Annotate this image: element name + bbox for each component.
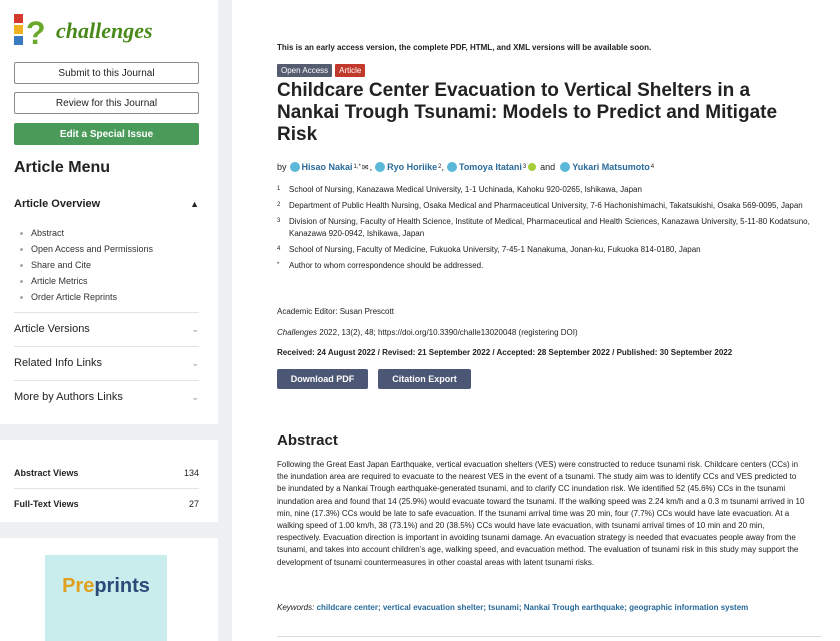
affiliation-number: 2 [277, 202, 281, 208]
divider [14, 380, 199, 381]
journal-name: challenges [56, 18, 153, 43]
article-overview-toggle[interactable] [14, 198, 199, 210]
citation-details[interactable]: 2022, 13(2), 48; https://doi.org/10.3390/challe13020048 (registering DOI) [319, 328, 578, 337]
chevron-down-icon: ⌄ [191, 323, 199, 334]
overview-item-abstract[interactable] [20, 225, 153, 241]
author-link[interactable]: Tomoya Itatani [458, 162, 522, 172]
chevron-down-icon: ⌄ [191, 357, 199, 368]
orcid-icon[interactable] [528, 163, 536, 171]
affiliation-text: Division of Nursing, Faculty of Health Science, Institute of Medical, Pharmaceutical and Health Sciences, Kanazawa University, 5-11-80 Kodatsuno, Kanazawa 920-0942, Ishikawa, Japan [289, 217, 810, 238]
bullet-icon [20, 280, 23, 283]
article-versions-label: Article Versions [14, 323, 90, 335]
fulltext-views-row [14, 499, 199, 509]
keywords-line [277, 602, 807, 614]
abstract-text: Following the Great East Japan Earthquake, vertical evacuation shelters (VES) were constructed to reduce tsunami risk. Childcare centers (CCs) in the inundation area are required to evacuate to the nearest VES in the event of a tsunami. The study aim was to identify CCs and VES predicted to be inundated by a Nankai Trough earthquake-generated tsunami, and to clarify CC inundation risk. We identified 52 (45.6%) CCs in the tsunami inundation area and found that 14 (25.9%) would evacuate toward the tsunami. If the walking speed was 2.24 km/h and a 0.3 m tsunami arrived in 10 min, nine (17.3%) CCs would be late to safe evacuation. If the tsunami arrival time was 20 min, four (7.7%) CCs would have late evacuation. At a walking speed of 1.00 km/h, 38 (73.1%) and 20 (38.5%) CCs would have late evacuation, with tsunami arrival times of 10 min and 20 min, respectively. Evacuation direction is important in avoiding tsunami damage. An evacuation strategy is needed that evacuates people away from the tsunami, and takes into account children’s age, walking speed, and evacuation method. The evaluation of tsunami risk in this study may support the development of tsunami countermeasures in other coastal areas with latent tsunami risks. [277, 460, 805, 567]
authors-line: by Hisao Nakai 1,* ✉ , Ryo Horiike 2 , Tomoya Itatani 3 and Yukari Matsumoto 4 [277, 162, 655, 172]
divider [14, 488, 199, 489]
divider [14, 312, 199, 313]
open-access-badge: Open Access [277, 64, 332, 77]
chevron-down-icon: ⌄ [191, 391, 199, 402]
divider [277, 636, 822, 637]
author-link[interactable]: Ryo Horiike [387, 162, 438, 172]
affiliation-text: Department of Public Health Nursing, Osaka Medical and Pharmaceutical University, 7-6 Hachonishimachi, Takatsukishi, Osaka 569-0095, Japan [289, 201, 803, 210]
affiliation-number: * [277, 262, 280, 268]
svg-text:?: ? [26, 15, 46, 48]
abstract-views-row [14, 468, 199, 478]
download-pdf-button[interactable]: Download PDF [277, 369, 368, 389]
bullet-icon [20, 248, 23, 251]
academic-editor: Academic Editor: Susan Prescott [277, 307, 394, 316]
affiliation-number: 3 [277, 218, 281, 224]
person-icon [447, 162, 457, 172]
abstract-views-label: Abstract Views [14, 468, 79, 478]
article-badges [277, 64, 365, 77]
sidebar [0, 0, 218, 641]
article-versions-toggle[interactable] [14, 323, 199, 335]
preprints-panel [0, 538, 218, 641]
article-menu-panel [0, 0, 218, 424]
affiliation-item [277, 260, 822, 272]
affiliation-text: School of Nursing, Kanazawa Medical University, 1-1 Uchinada, Kahoku 920-0265, Ishikawa, Japan [289, 185, 642, 194]
preprints-logo-prints: prints [94, 575, 150, 597]
abstract-heading: Abstract [277, 432, 338, 449]
more-by-authors-toggle[interactable] [14, 391, 199, 403]
bullet-icon [20, 296, 23, 299]
citation-export-button[interactable]: Citation Export [378, 369, 471, 389]
affiliation-item [277, 244, 822, 256]
person-icon [290, 162, 300, 172]
affiliation-text: Author to whom correspondence should be addressed. [289, 261, 484, 270]
mail-icon[interactable]: ✉ [361, 162, 369, 172]
submit-journal-button[interactable]: Submit to this Journal [14, 62, 199, 84]
overview-item-label: Share and Cite [31, 260, 92, 270]
overview-item-label: Article Metrics [31, 276, 88, 286]
author-affil-sup: 4 [650, 164, 655, 170]
divider [14, 346, 199, 347]
overview-item-label: Order Article Reprints [31, 292, 118, 302]
person-icon [560, 162, 570, 172]
citation-line [277, 328, 578, 337]
overview-item-open-access[interactable] [20, 241, 153, 257]
edit-special-issue-button[interactable]: Edit a Special Issue [14, 123, 199, 145]
affiliation-item [277, 200, 822, 212]
person-icon [375, 162, 385, 172]
article-dates: Received: 24 August 2022 / Revised: 21 September 2022 / Accepted: 28 September 2022 / Published: 30 September 2022 [277, 348, 733, 357]
affiliation-number: 1 [277, 186, 281, 192]
bullet-icon [20, 232, 23, 235]
more-by-authors-label: More by Authors Links [14, 391, 123, 403]
affiliation-item [277, 184, 822, 196]
overview-item-reprints[interactable] [20, 289, 153, 305]
article-type-badge: Article [335, 64, 365, 77]
affiliation-text: School of Nursing, Faculty of Medicine, Fukuoka University, 7-45-1 Nanakuma, Jonan-ku, Fukuoka 814-0180, Japan [289, 245, 701, 254]
overview-item-share-cite[interactable] [20, 257, 153, 273]
article-main [232, 0, 840, 641]
affiliation-item [277, 216, 822, 240]
journal-logo[interactable] [14, 14, 153, 48]
preprints-banner[interactable] [45, 555, 167, 641]
article-overview-label: Article Overview [14, 198, 101, 210]
author-affil-sup: 1,* [353, 164, 361, 170]
by-label: by [277, 162, 287, 172]
preprints-logo-pre: Pre [62, 575, 95, 597]
overview-list [20, 225, 153, 305]
keywords-label: Keywords: [277, 603, 315, 612]
author-affil-sup: 2 [438, 164, 442, 170]
overview-item-label: Open Access and Permissions [31, 244, 154, 254]
article-menu-title: Article Menu [14, 159, 111, 176]
views-panel [0, 440, 218, 522]
abstract-views-value: 134 [183, 468, 199, 478]
review-journal-button[interactable]: Review for this Journal [14, 92, 199, 114]
fulltext-views-label: Full-Text Views [14, 499, 79, 509]
overview-item-metrics[interactable] [20, 273, 153, 289]
affiliation-number: 4 [277, 246, 281, 252]
related-info-label: Related Info Links [14, 357, 103, 369]
author-affil-sup: 3 [522, 164, 527, 170]
article-title: Childcare Center Evacuation to Vertical Shelters in a Nankai Trough Tsunami: Models to Predict and Mitigate Risk [277, 80, 778, 145]
chevron-up-icon: ▲ [190, 199, 199, 209]
overview-item-label: Abstract [31, 228, 65, 238]
author-link[interactable]: Yukari Matsumoto [572, 162, 650, 172]
affiliations-list [277, 184, 822, 276]
bullet-icon [20, 264, 23, 267]
related-info-toggle[interactable] [14, 357, 199, 369]
journal-name-italic: Challenges [277, 328, 318, 337]
early-access-notice: This is an early access version, the complete PDF, HTML, and XML versions will be available soon. [277, 43, 652, 52]
fulltext-views-value: 27 [188, 499, 199, 509]
author-link[interactable]: Hisao Nakai [301, 162, 353, 172]
keywords-values[interactable]: childcare center; vertical evacuation shelter; tsunami; Nankai Trough earthquake; geographic information system [316, 603, 749, 612]
challenges-logo-icon [14, 14, 50, 48]
and-label: and [540, 162, 556, 172]
